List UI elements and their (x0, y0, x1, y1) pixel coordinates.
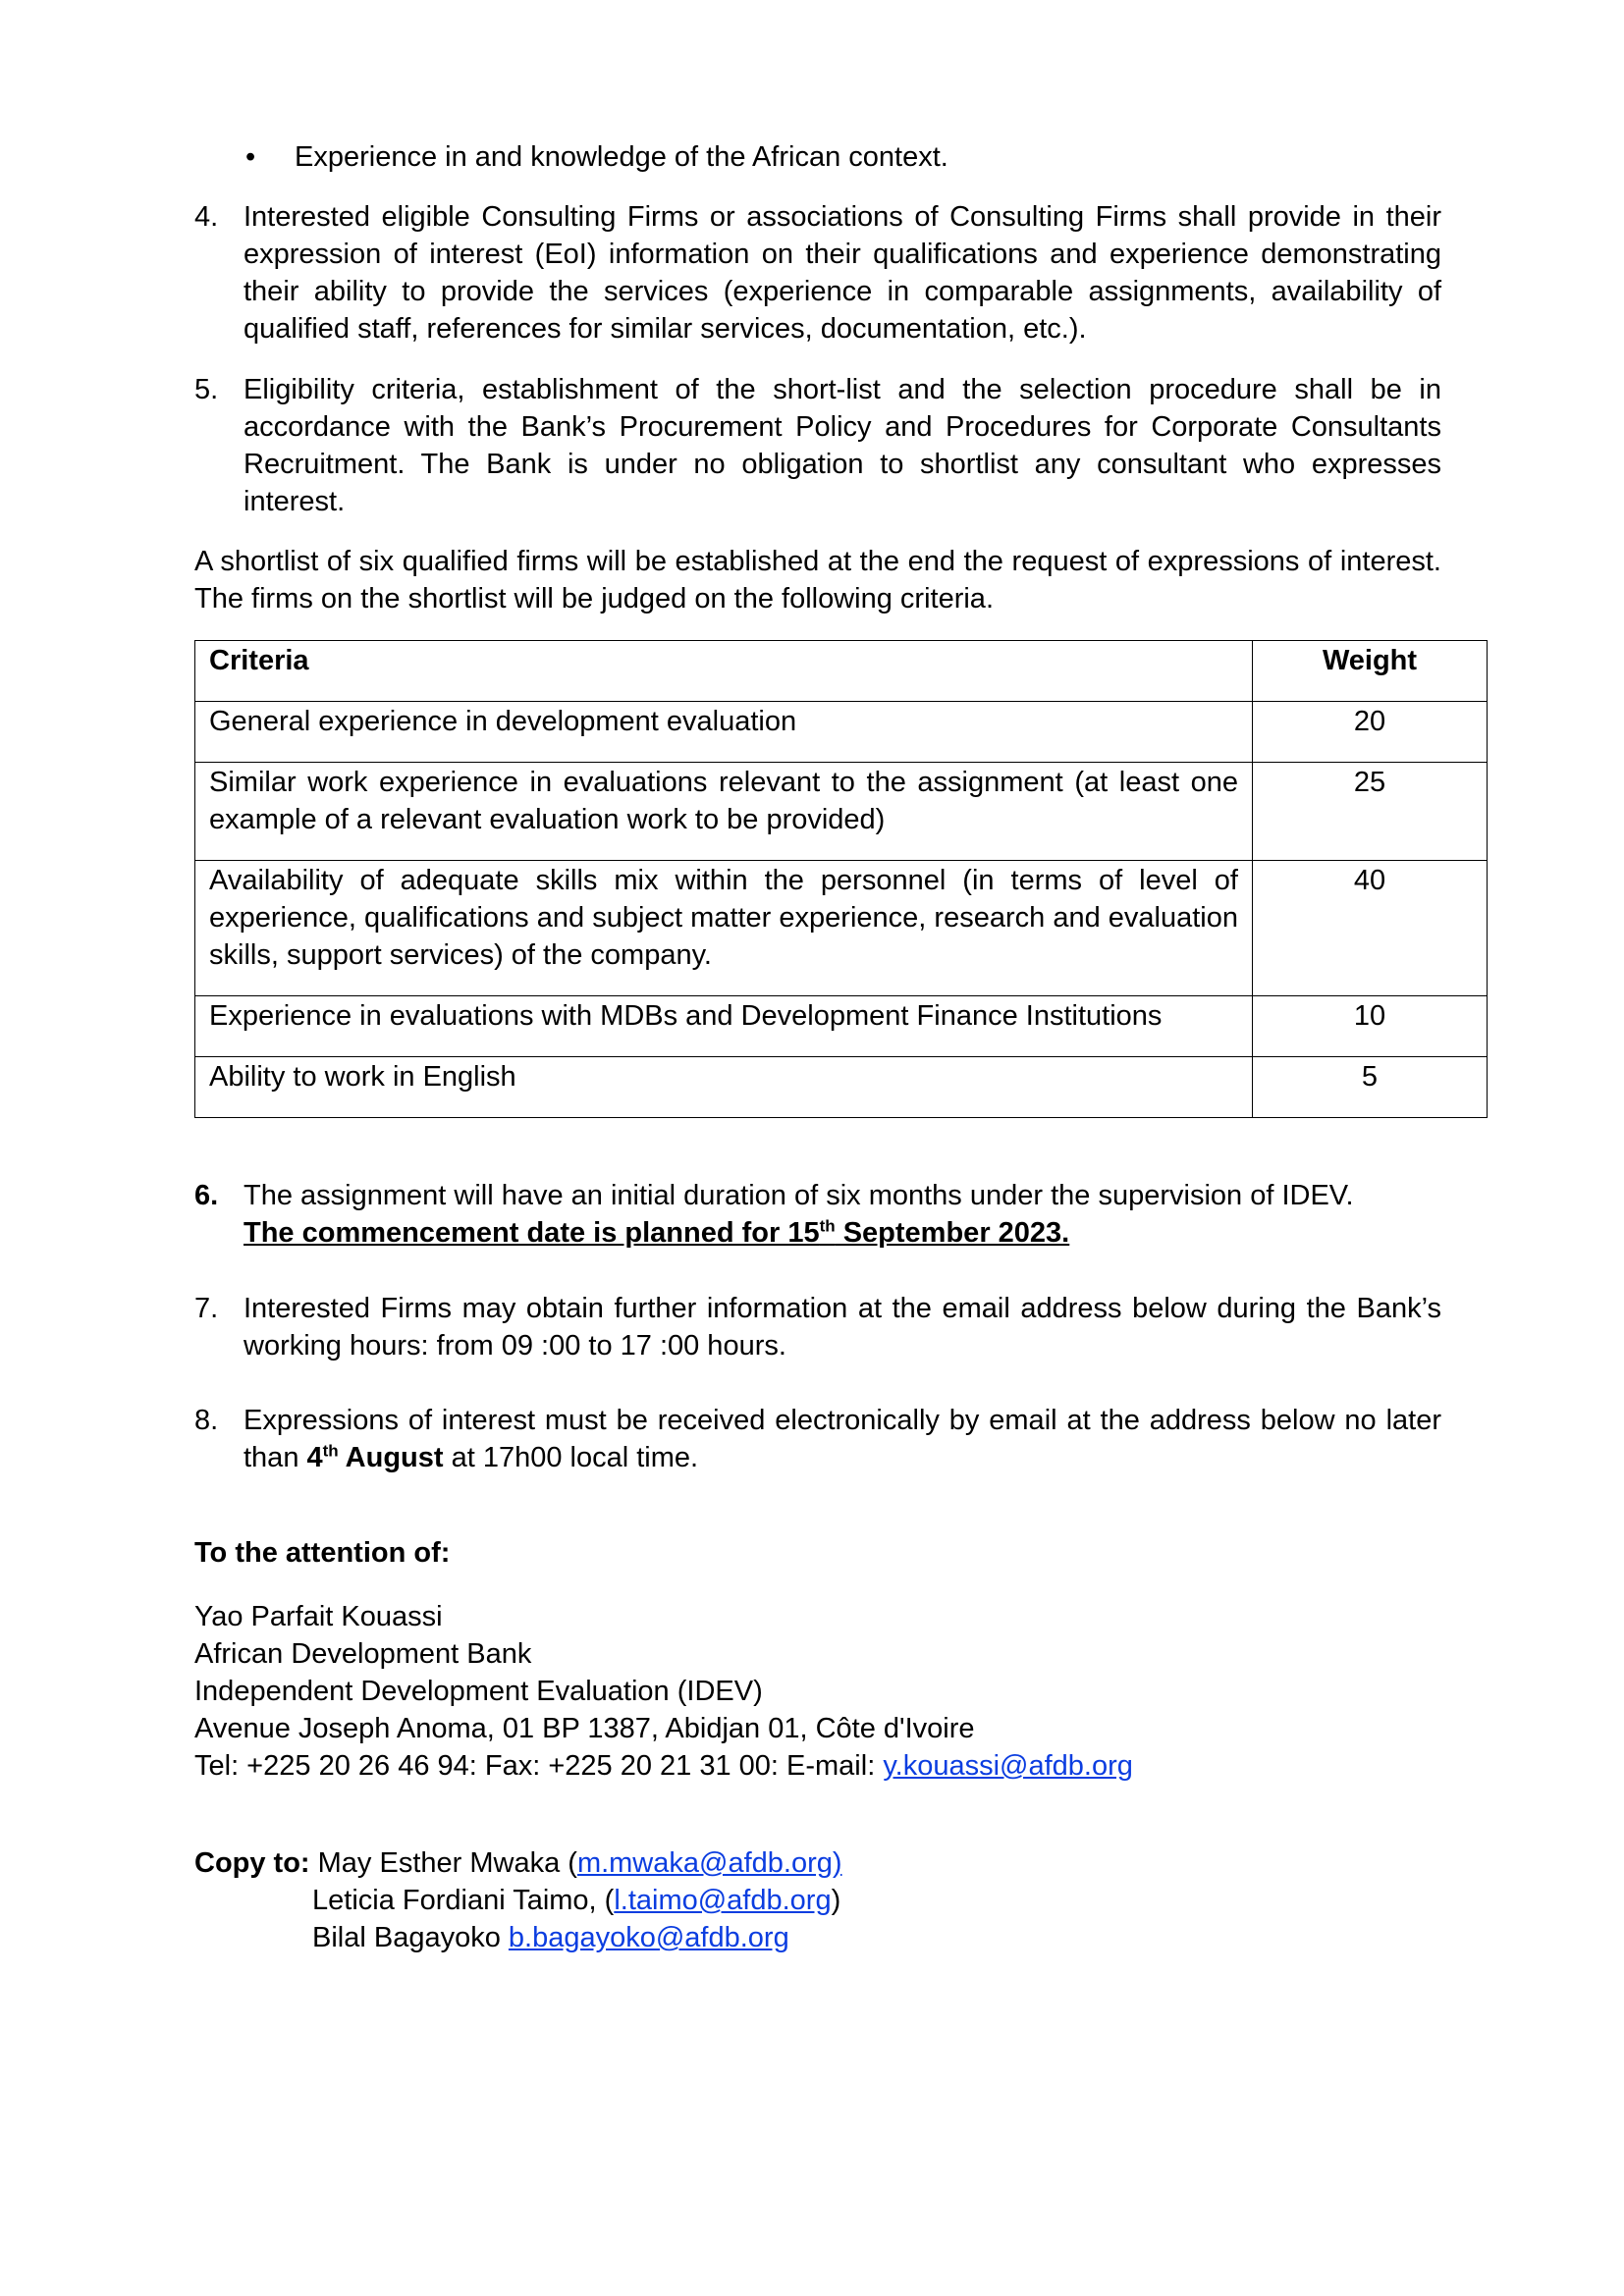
copy-name-2: Leticia Fordiani Taimo, ( (312, 1885, 615, 1916)
table-header-row (195, 641, 1488, 702)
criteria-cell: Ability to work in English (195, 1057, 1253, 1118)
attention-heading: To the attention of: (194, 1537, 451, 1569)
item-8-text: Expressions of interest must be received electronically by email at the address below no later than (244, 1405, 1441, 1473)
weight-cell: 10 (1253, 996, 1488, 1057)
item-number: 5. (194, 374, 219, 405)
address-block (194, 1598, 1441, 1785)
table-row (195, 763, 1488, 861)
table-row (195, 1057, 1488, 1118)
copy-name-3: Bilal Bagayoko (312, 1922, 509, 1953)
email-link-taimo[interactable]: l.taimo@afdb.org (614, 1885, 832, 1916)
copy-to-line-2 (194, 1882, 1441, 1919)
weight-cell: 25 (1253, 763, 1488, 861)
item-number: 6. (194, 1180, 219, 1211)
commencement-month: September 2023. (835, 1217, 1070, 1249)
email-link-bagayoko[interactable]: b.bagayoko@afdb.org (508, 1922, 789, 1953)
commencement-date (244, 1217, 1069, 1249)
item-text: Interested Firms may obtain further information at the email address below during the Bank’s working hours: from 09 :00 to 17 :00 hours. (244, 1293, 1441, 1362)
contact-line (194, 1747, 1441, 1785)
copy-to-block (194, 1844, 1441, 1956)
weight-cell: 40 (1253, 861, 1488, 996)
deadline-month: August (338, 1442, 444, 1473)
copy-to-line-3 (194, 1919, 1441, 1956)
item-text: Eligibility criteria, establishment of the short-list and the selection procedure shall be in accordance with the Bank’s Procurement Policy and Procedures for Corporate Consultants Recruitment. The Bank is under no obligation to shortlist any consultant who expresses interest. (244, 374, 1441, 517)
deadline-day: 4 (306, 1442, 323, 1473)
phone-fax: Tel: +225 20 26 46 94: Fax: +225 20 21 31 00: E-mail: (194, 1750, 884, 1782)
criteria-cell: Experience in evaluations with MDBs and Development Finance Institutions (195, 996, 1253, 1057)
department: Independent Development Evaluation (IDEV) (194, 1676, 763, 1707)
item-6-sentence: The assignment will have an initial duration of six months under the supervision of IDEV. (244, 1180, 1354, 1211)
bullet-icon: • (245, 141, 256, 173)
table-row (195, 996, 1488, 1057)
criteria-cell: General experience in development evaluation (195, 702, 1253, 763)
commencement-text: The commencement date is planned for 15 (244, 1217, 820, 1249)
header-weight: Weight (1253, 641, 1488, 702)
copy-name-1: May Esther Mwaka ( (309, 1847, 577, 1879)
email-link-mwaka[interactable]: m.mwaka@afdb.org) (576, 1847, 842, 1879)
criteria-table (194, 640, 1488, 1118)
header-criteria: Criteria (195, 641, 1253, 702)
copy-to-line-1 (194, 1844, 1441, 1882)
street-address: Avenue Joseph Anoma, 01 BP 1387, Abidjan 01, Côte d'Ivoire (194, 1713, 975, 1744)
table-row (195, 702, 1488, 763)
copy-to-label: Copy to: (194, 1847, 310, 1879)
item-number: 8. (194, 1405, 219, 1436)
deadline-time: at 17h00 local time. (443, 1442, 699, 1473)
organization: African Development Bank (194, 1638, 532, 1670)
email-link-kouassi[interactable]: y.kouassi@afdb.org (883, 1750, 1133, 1782)
item-number: 4. (194, 201, 219, 233)
ordinal-suffix: th (819, 1216, 836, 1236)
weight-cell: 20 (1253, 702, 1488, 763)
table-row (195, 861, 1488, 996)
deadline-date (307, 1442, 444, 1473)
bullet-text: Experience in and knowledge of the African context. (295, 141, 948, 173)
ordinal-suffix: th (322, 1441, 339, 1461)
copy-name-2-close: ) (831, 1885, 841, 1916)
item-text (244, 1177, 1441, 1252)
item-text (244, 1402, 1441, 1476)
item-number: 7. (194, 1293, 219, 1324)
criteria-cell: Availability of adequate skills mix within the personnel (in terms of level of experience, qualifications and subject matter experience, research and evaluation skills, support services) of the company. (195, 861, 1253, 996)
contact-name: Yao Parfait Kouassi (194, 1601, 443, 1632)
shortlist-paragraph: A shortlist of six qualified firms will be established at the end the request of expressions of interest. The firms on the shortlist will be judged on the following criteria. (194, 546, 1441, 614)
criteria-cell: Similar work experience in evaluations relevant to the assignment (at least one example of a relevant evaluation work to be provided) (195, 763, 1253, 861)
item-text: Interested eligible Consulting Firms or associations of Consulting Firms shall provide in their expression of interest (EoI) information on their qualifications and experience demonstrating their ability to provide the services (experience in comparable assignments, availability of qualified staff, references for similar services, documentation, etc.). (244, 201, 1441, 345)
weight-cell: 5 (1253, 1057, 1488, 1118)
